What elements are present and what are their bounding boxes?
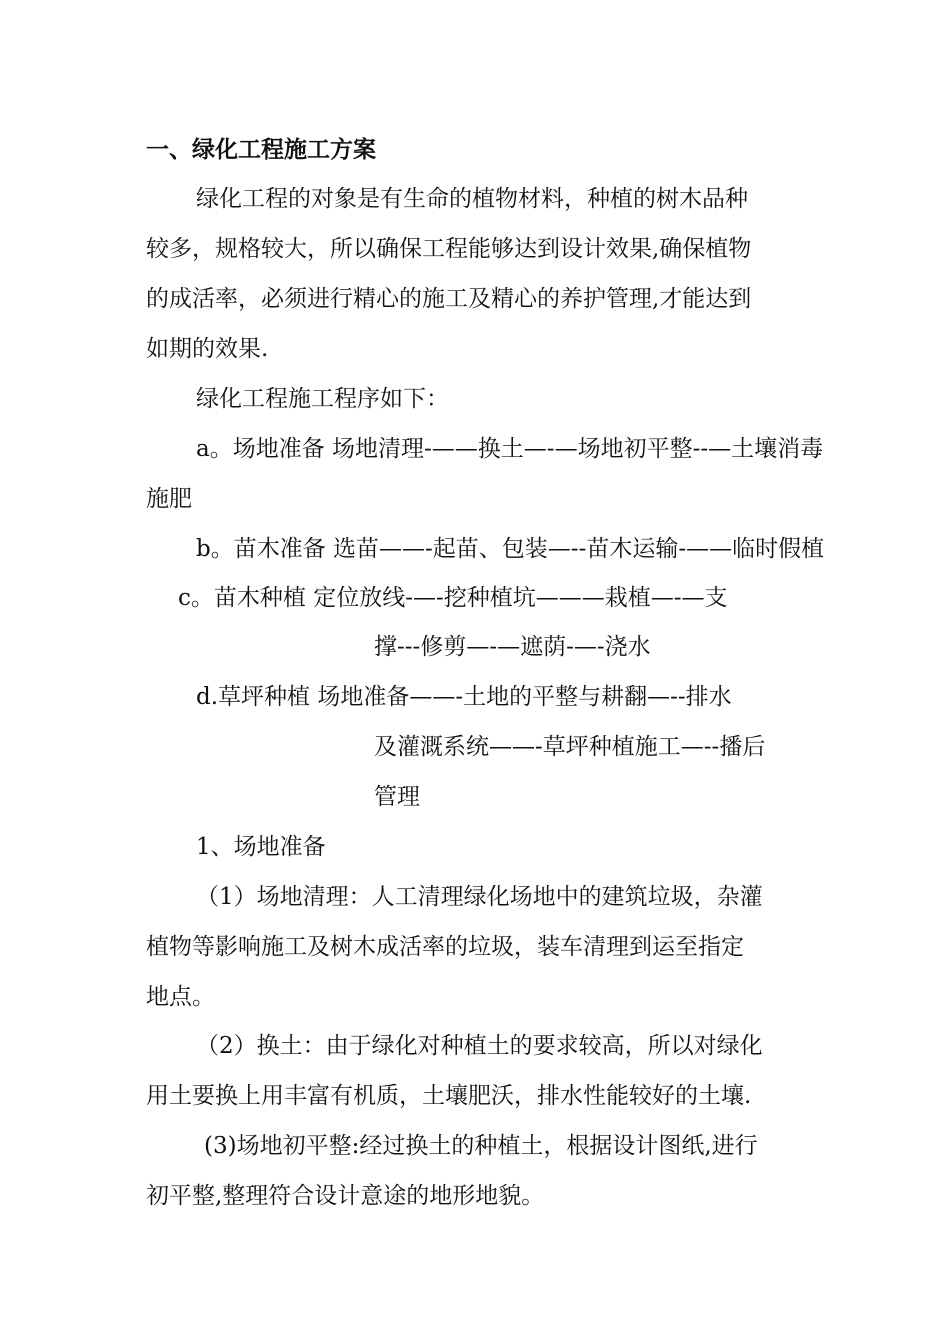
step-d-continued: 管理 xyxy=(374,784,420,810)
paragraph-line: (3)场地初平整:经过换土的种植土，根据设计图纸,进行 xyxy=(204,1133,758,1159)
paragraph-line: 初平整,整理符合设计意途的地形地貌。 xyxy=(146,1183,545,1209)
paragraph-line: 的成活率，必须进行精心的施工及精心的养护管理,才能达到 xyxy=(146,286,752,312)
step-d-continued: 及灌溉系统——-草坪种植施工—--播后 xyxy=(374,734,766,760)
paragraph-line: （1）场地清理：人工清理绿化场地中的建筑垃圾，杂灌 xyxy=(196,884,763,910)
paragraph-line: 用土要换上用丰富有机质，土壤肥沃，排水性能较好的土壤. xyxy=(146,1083,752,1109)
section-title: 一、绿化工程施工方案 xyxy=(146,137,376,163)
procedure-heading: 绿化工程施工程序如下： xyxy=(196,386,449,412)
paragraph-line: 较多，规格较大，所以确保工程能够达到设计效果,确保植物 xyxy=(146,236,752,262)
paragraph-line: 如期的效果. xyxy=(146,336,269,362)
step-a-continued: 施肥 xyxy=(146,486,192,512)
paragraph-line: （2）换土：由于绿化对种植土的要求较高，所以对绿化 xyxy=(196,1033,763,1059)
subsection-heading: 1、场地准备 xyxy=(196,834,326,860)
step-d: d.草坪种植 场地准备——-土地的平整与耕翻—--排水 xyxy=(196,684,732,710)
step-c: c。苗木种植 定位放线-—-挖种植坑———栽植—-—支 xyxy=(178,585,728,611)
paragraph-line: 绿化工程的对象是有生命的植物材料，种植的树木品种 xyxy=(196,186,748,212)
step-c-continued: 撑---修剪—-—遮荫-—-浇水 xyxy=(374,634,651,660)
step-a: a。场地准备 场地清理-——换土—-—场地初平整--—土壤消毒 xyxy=(196,436,824,462)
paragraph-line: 地点。 xyxy=(146,984,215,1010)
paragraph-line: 植物等影响施工及树木成活率的垃圾，装车清理到运至指定 xyxy=(146,934,744,960)
step-b: b。苗木准备 选苗——-起苗、包装—--苗木运输-——临时假植 xyxy=(196,536,825,562)
